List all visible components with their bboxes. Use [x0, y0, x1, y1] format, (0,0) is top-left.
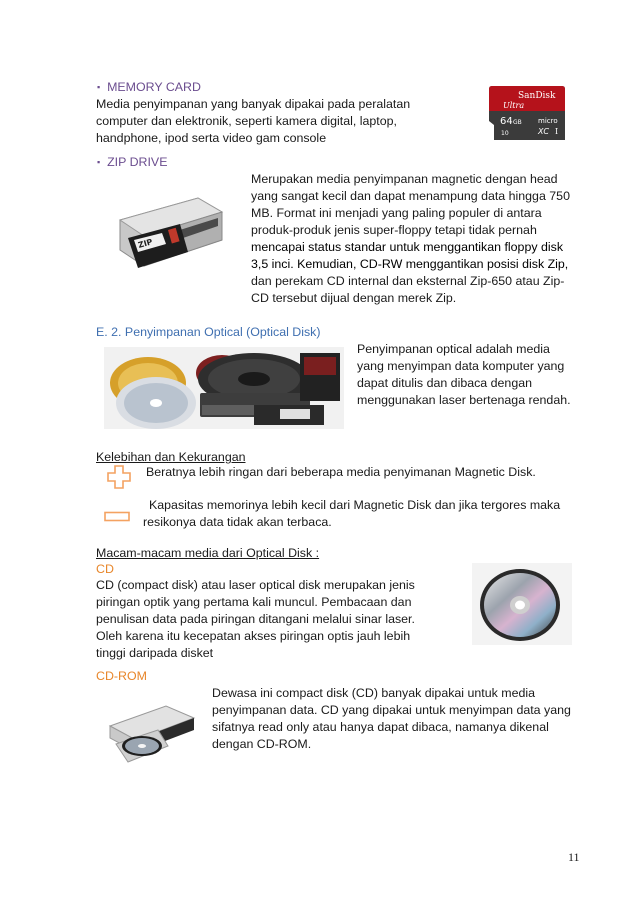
card-brand: SanDisk — [518, 91, 556, 101]
minus-icon — [104, 511, 130, 523]
text-line: yang sangat kecil dan dapat menampung data hingga 750 — [251, 189, 570, 203]
text-line: sifatnya read only atau hanya dapat dibaca, namanya dikenal — [212, 720, 549, 734]
text-line: Dewasa ini compact disk (CD) banyak dipakai untuk media — [212, 686, 535, 700]
text-line: Media penyimpanan yang banyak dipakai pada peralatan — [96, 97, 411, 111]
cdrom-drive-image — [106, 700, 196, 766]
cons-text-line-1: Kapasitas memorinya lebih kecil dari Magnetic Disk dan jika tergores maka — [149, 498, 561, 512]
pros-cons-heading: Kelebihan dan Kekurangan — [96, 450, 246, 464]
text-line: Penyimpanan optical adalah media — [357, 342, 550, 356]
card-model: Ultra — [503, 101, 525, 110]
text-line: dan perekam CD internal dan eksternal Zip-650 atau Zip- — [251, 274, 565, 288]
text-line: piringan optik yang pertama kali muncul. Pembacaan dan — [96, 595, 412, 609]
zip-drive-heading: ▪ ZIP DRIVE — [97, 155, 168, 169]
cdrom-heading: CD-ROM — [96, 669, 147, 683]
page-number: 11 — [568, 850, 580, 864]
cd-image — [472, 563, 572, 645]
card-format-2: XC — [538, 127, 549, 136]
bullet-icon: ▪ — [97, 82, 101, 92]
memory-card-description — [96, 96, 410, 147]
text-line: menggunakan laser bertenaga rendah. — [357, 393, 571, 407]
text-line: dapat ditulis dan dibaca dengan — [357, 376, 532, 390]
text-line: handphone, ipod serta video gam console — [96, 131, 327, 145]
text-line: 3,5 inci. Kemudian, CD-RW menggantikan posisi disk Zip, — [251, 257, 569, 271]
cd-description — [96, 577, 415, 662]
zip-drive-description — [251, 171, 570, 307]
card-class: I — [555, 127, 559, 136]
text-line: yang menyimpan data komputer yang — [357, 359, 565, 373]
optical-heading: E. 2. Penyimpanan Optical (Optical Disk) — [96, 325, 321, 339]
card-format: micro — [538, 117, 558, 125]
text-line: computer dan elektronik, seperti kamera digital, laptop, — [96, 114, 397, 128]
optical-media-image — [104, 347, 344, 429]
card-unit: GB — [513, 119, 522, 126]
text-line: dengan CD-ROM. — [212, 737, 312, 751]
memory-card-image — [486, 85, 566, 143]
zip-disk-label: ZIP — [137, 237, 154, 250]
memory-card-heading: ▪ MEMORY CARD — [97, 80, 201, 94]
card-speed: 10 — [501, 130, 509, 137]
text-line: Merupakan media penyimpanan magnetic dengan head — [251, 172, 558, 186]
text-line: produk-produk jenis super-floppy tetapi tidak pernah — [251, 223, 537, 237]
pros-text: Beratnya lebih ringan dari beberapa media penyimanan Magnetic Disk. — [146, 465, 536, 479]
text-line: penulisan data pada piringan ditangani melalui sinar laser. — [96, 612, 415, 626]
text-line: mencapai status standar untuk menggantikan floppy disk — [251, 240, 564, 254]
cdrom-description — [212, 685, 571, 753]
text-line: CD tersebut dijual dengan merek Zip. — [251, 291, 457, 305]
text-line: penyimpanan data. CD yang dipakai untuk menyimpan data yang — [212, 703, 571, 717]
text-line: CD (compact disk) atau laser optical disk merupakan jenis — [96, 578, 415, 592]
text-line: Oleh karena itu kecepatan akses piringan optis jauh lebih — [96, 629, 411, 643]
cons-text-line-2: resikonya data tidak akan terbaca. — [143, 515, 332, 529]
text-line: tinggi daripada disket — [96, 646, 214, 660]
card-capacity: 64 — [500, 116, 513, 127]
media-types-heading: Macam-macam media dari Optical Disk : — [96, 546, 320, 560]
zip-drive-image — [118, 190, 224, 270]
optical-description — [357, 341, 571, 409]
plus-icon — [107, 465, 131, 489]
bullet-icon: ▪ — [97, 157, 101, 167]
text-line: MB. Format ini menjadi yang paling populer di antara — [251, 206, 542, 220]
cd-heading: CD — [96, 562, 114, 576]
